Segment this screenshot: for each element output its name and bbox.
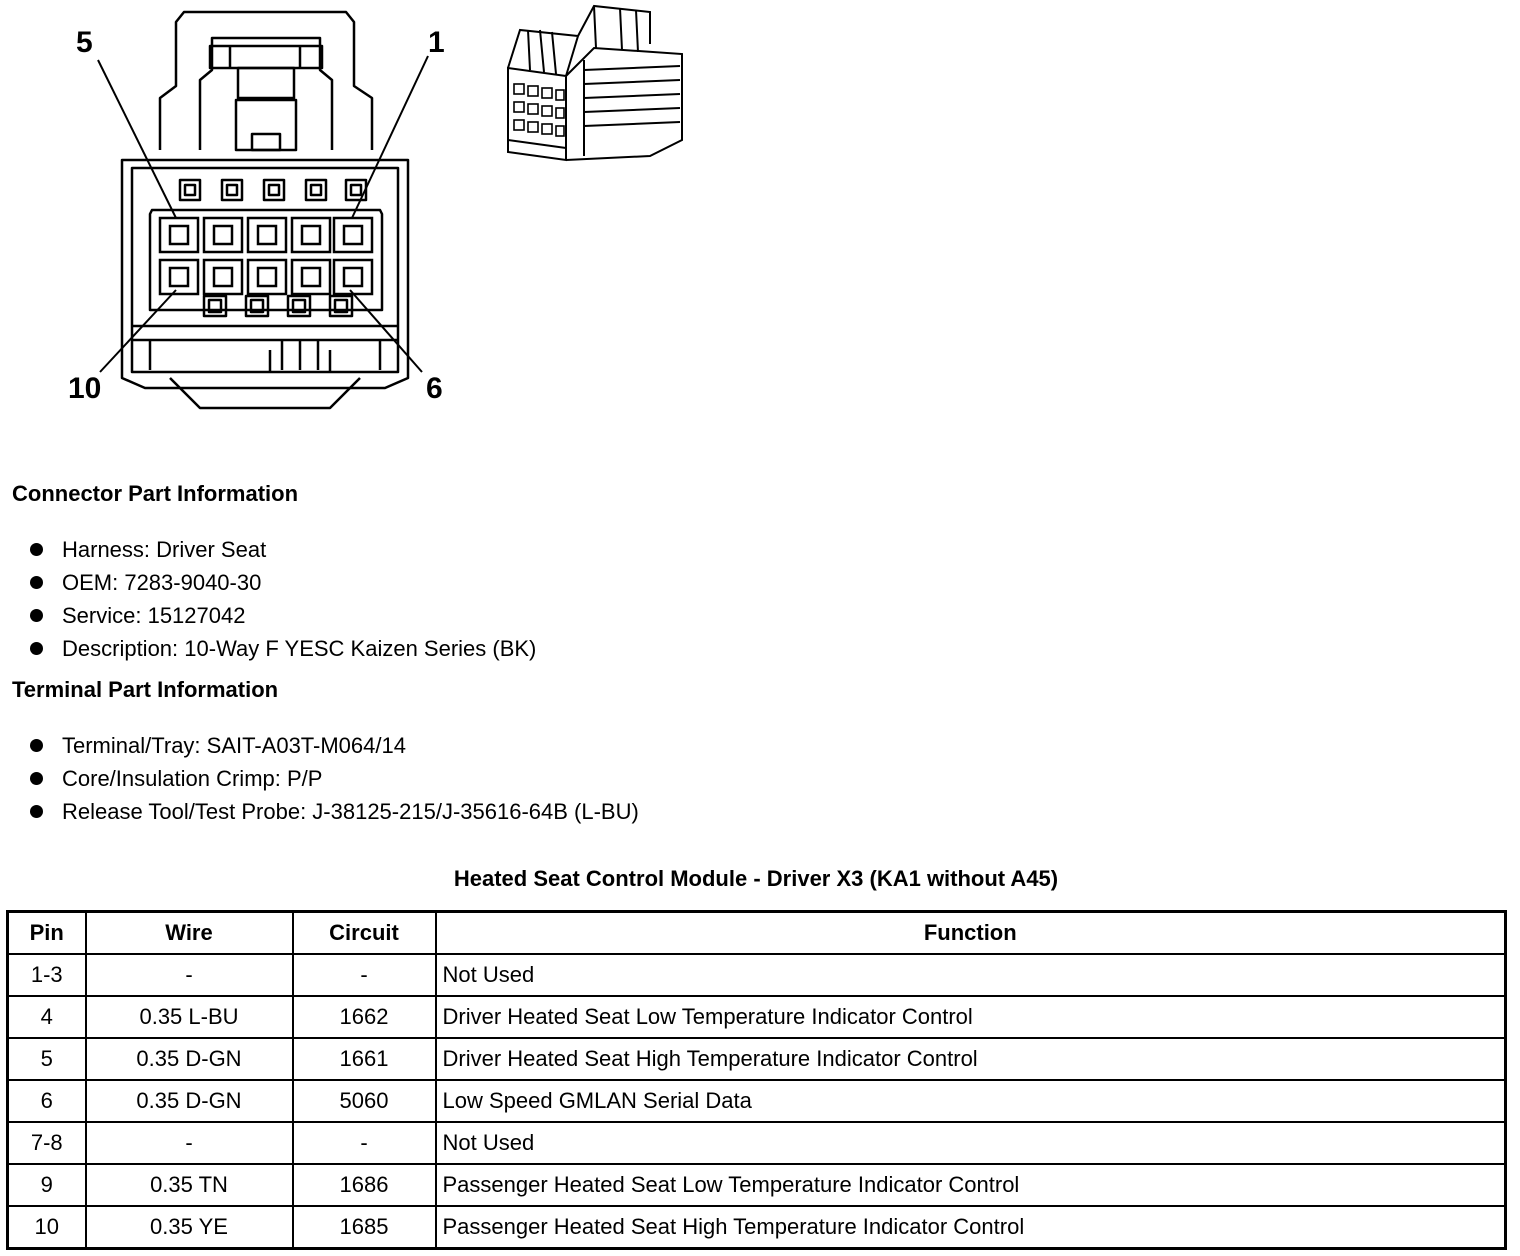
pin-label-10: 10 <box>68 372 102 405</box>
cell-wire: 0.35 D-GN <box>86 1080 293 1122</box>
cavity-row-bottom <box>160 260 372 294</box>
cell-wire: - <box>86 954 293 996</box>
cell-pin: 4 <box>8 996 86 1038</box>
cell-function: Driver Heated Seat High Temperature Indicator Control <box>436 1038 1506 1080</box>
header-pin: Pin <box>8 912 86 955</box>
cell-wire: 0.35 TN <box>86 1164 293 1206</box>
list-item: Release Tool/Test Probe: J-38125-215/J-35616-64B (L-BU) <box>30 795 639 828</box>
cell-wire: 0.35 D-GN <box>86 1038 293 1080</box>
leader-line-1 <box>352 56 428 218</box>
connector-skirt <box>170 378 360 408</box>
table-row <box>8 1164 1506 1206</box>
cell-circuit: 1662 <box>293 996 436 1038</box>
cell-function: Not Used <box>436 1122 1506 1164</box>
terminal-part-info-list <box>30 729 639 828</box>
list-item: Service: 15127042 <box>30 599 536 632</box>
cell-function: Not Used <box>436 954 1506 996</box>
connector-perspective-view <box>508 6 682 160</box>
table-row <box>8 1080 1506 1122</box>
pin-label-5: 5 <box>76 26 93 59</box>
list-item: Terminal/Tray: SAIT-A03T-M064/14 <box>30 729 639 762</box>
cell-circuit: 1661 <box>293 1038 436 1080</box>
cell-function: Driver Heated Seat Low Temperature Indicator Control <box>436 996 1506 1038</box>
cell-wire: 0.35 YE <box>86 1206 293 1249</box>
table-title: Heated Seat Control Module - Driver X3 (KA1 without A45) <box>453 866 1059 891</box>
cell-function: Low Speed GMLAN Serial Data <box>436 1080 1506 1122</box>
cell-function: Passenger Heated Seat High Temperature Indicator Control <box>436 1206 1506 1249</box>
cell-pin: 1-3 <box>8 954 86 996</box>
cell-wire: - <box>86 1122 293 1164</box>
cell-wire: 0.35 L-BU <box>86 996 293 1038</box>
terminal-part-info-title: Terminal Part Information <box>12 677 279 702</box>
cell-circuit: - <box>293 1122 436 1164</box>
table-row <box>8 1122 1506 1164</box>
cell-pin: 9 <box>8 1164 86 1206</box>
cell-function: Passenger Heated Seat Low Temperature Indicator Control <box>436 1164 1506 1206</box>
leader-line-5 <box>98 60 176 218</box>
header-wire: Wire <box>86 912 293 955</box>
pinout-table <box>6 910 1507 1250</box>
cell-circuit: 1685 <box>293 1206 436 1249</box>
table-row <box>8 1038 1506 1080</box>
connector-part-info-list <box>30 533 536 665</box>
cavity-row-top <box>160 218 372 252</box>
list-item: Harness: Driver Seat <box>30 533 536 566</box>
cell-circuit: 1686 <box>293 1164 436 1206</box>
header-circuit: Circuit <box>293 912 436 955</box>
table-row <box>8 996 1506 1038</box>
table-row <box>8 954 1506 996</box>
leader-line-10 <box>100 290 176 372</box>
cell-pin: 5 <box>8 1038 86 1080</box>
connector-part-info-title: Connector Part Information <box>12 481 299 506</box>
connector-latch-housing <box>160 12 372 150</box>
list-item: Description: 10-Way F YESC Kaizen Series (BK) <box>30 632 536 665</box>
table-row <box>8 1206 1506 1249</box>
pin-label-6: 6 <box>426 372 443 405</box>
connector-diagram <box>0 0 720 430</box>
cell-pin: 10 <box>8 1206 86 1249</box>
cell-circuit: 5060 <box>293 1080 436 1122</box>
header-function: Function <box>436 912 1506 955</box>
cell-circuit: - <box>293 954 436 996</box>
list-item: OEM: 7283-9040-30 <box>30 566 536 599</box>
table-header-row <box>8 912 1506 955</box>
list-item: Core/Insulation Crimp: P/P <box>30 762 639 795</box>
pin-label-1: 1 <box>428 26 445 59</box>
cell-pin: 7-8 <box>8 1122 86 1164</box>
cell-pin: 6 <box>8 1080 86 1122</box>
leader-line-6 <box>350 290 422 372</box>
